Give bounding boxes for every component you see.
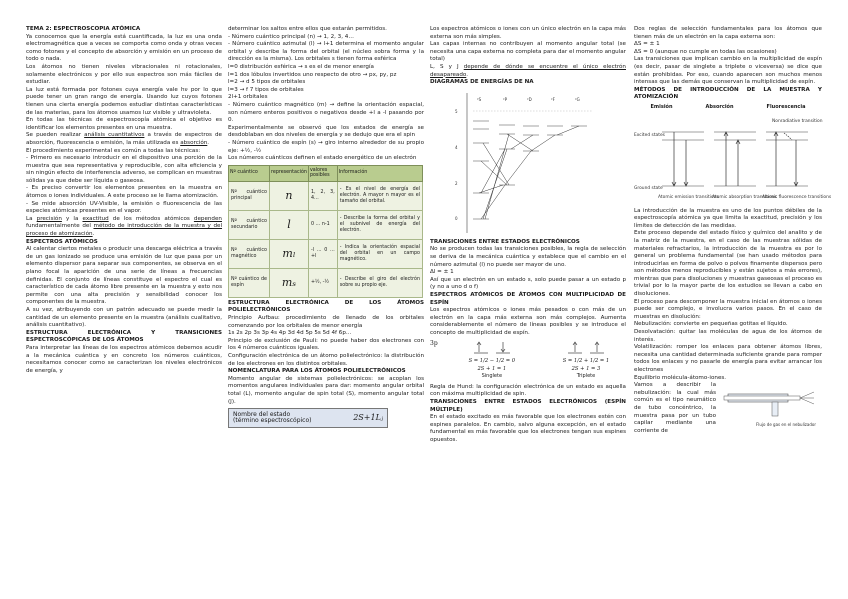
text: La [26, 215, 37, 222]
svg-text:0: 0 [455, 215, 458, 221]
svg-text:4: 4 [455, 144, 458, 150]
paragraph: - Se mide absorción UV-Visible, la emisión o fluorescencia de las especies atómicas presentes en el vapor. [26, 200, 222, 215]
nebulizer-diagram [722, 382, 818, 430]
paragraph: Los átomos no tienen niveles vibracionales ni rotacionales, solamente electrónicos y por ello sus espectros son más fáciles de estudiar. [26, 63, 222, 86]
term-label [233, 412, 312, 425]
paragraph: determinar los saltos entre ellos que estarán permitidos. [228, 26, 387, 32]
table-cell: - Describe el giro del electrón sobre su propio eje. [337, 268, 422, 297]
svg-text:²F: ²F [551, 96, 555, 102]
paragraph: Para interpretar las líneas de los espectros atómicos debemos acudir a la mecánica cuántica y en concreto los números cuánticos, necesitamos conocer como se caracterizan los niveles electrónicos de energía, y [26, 344, 222, 374]
selection-rule: ΔS = ± 1 [634, 41, 660, 48]
paragraph: En el estado excitado es más favorable que los electrones estén con espines paralelos. En cambio, salvo alguna excepción, en el estado fundamental es más favorable que los electrones tengan sus espines opuestos. [430, 414, 626, 443]
column-3 [430, 26, 626, 445]
paragraph: 2l+1 orbitales [228, 94, 268, 101]
equation: S = 1/2 + 1/2 = 1 [562, 358, 610, 365]
table-cell: l [270, 210, 309, 239]
sodium-energy-diagram [453, 89, 603, 237]
underlined-text: análisis cuantitativos [84, 132, 145, 139]
svg-text:²G: ²G [575, 96, 580, 102]
paragraph: Los espectros atómicos o iones más pesados o con más de un electrón en la capa más externa son más complejos. Aumenta considerablemente el número de líneas posibles y se introduce el concepto de multiplicidad de espín. [430, 307, 626, 336]
heading-transiciones-espin: TRANSICIONES ENTRE ESTADOS ELECTRÓNICOS (ESPÍN MÚLTIPLE) [430, 399, 626, 413]
table-header-cell: valores posibles [308, 165, 337, 181]
triplete-arrows-icon [566, 340, 606, 354]
paragraph: - Es preciso convertir los elementos presentes en la muestra en átomos o iones individuales. A este proceso se le llama atomización. [26, 185, 222, 200]
table-row [229, 239, 423, 268]
heading-espectroscopia: TEMA 2: ESPECTROSCOPIA ATÓMICA [26, 26, 141, 32]
label-nonradiative: Nonradiative transition [772, 118, 823, 124]
text: y la [61, 215, 83, 222]
table-header-cell: representación [270, 165, 309, 181]
paragraph: - Número cuántico magnético (m) → define la orientación espacial, son número enteros positivos o negativos desde +l a -l pasando por 0. [228, 101, 424, 124]
spin-multiplicity-figure [430, 340, 626, 380]
triplete-label: Triplete [576, 373, 596, 380]
singlete-block [452, 340, 532, 380]
paragraph: Nebulización: convierte en pequeñas gotitas el líquido. [634, 321, 788, 328]
paragraph: Las capas internas no contribuyen al momento angular total (se necesita una capa externa no completa para dar el momento angular total) [430, 41, 626, 63]
label-flujo-gas: Flujo de gas en el nebulizador [756, 422, 816, 428]
table-cell: 0 … n-1 [308, 210, 337, 239]
text: L, S y J [430, 63, 464, 70]
underlined-text: método de introducción de la muestra y del proceso de atomización [26, 223, 223, 238]
table-cell: - Indica la orientación espacial del orbital en un campo magnético. [337, 239, 422, 268]
underlined-text: absorción [180, 139, 208, 146]
table-cell: 1, 2, 3, 4… [308, 181, 337, 210]
text: . [92, 231, 95, 238]
paragraph: A su vez, atribuyendo con un patrón adecuado se puede medir la cantidad de un elemento presente en la muestra (análisis cualitativo, análisis cuantitativo). [26, 306, 222, 329]
paragraph: El procedimiento experimental es común a todas las técnicas: [26, 147, 201, 154]
caption-emision: Atomic emission transitions [658, 194, 719, 200]
text: a través de espectros de absorción, fluorescencia o emisión, la más utilizada es [26, 132, 222, 146]
text: Se pueden realizar [26, 132, 85, 139]
paragraph: Principio Aufbau: procedimiento de llenado de los orbitales comenzando por los orbitales de menor energía [228, 315, 424, 329]
heading-nomenclatura: NOMENCLATURA PARA LOS ÁTOMOS POLIELECTRÓNICOS [228, 368, 406, 375]
caption-fluorescencia: Atomic fluorescence transitions [762, 194, 832, 200]
label-absorcion: Absorción [705, 103, 734, 110]
label-fluorescencia: Fluorescencia [766, 103, 806, 110]
paragraph: El proceso para descomponer la muestra inicial en átomos o iones puede ser complejo, e involucra varios pasos. En el caso de muestras en disolución: [634, 298, 822, 320]
singlete-label: Singlete [481, 373, 503, 380]
table-cell: Nº cuántico principal [229, 181, 270, 210]
paragraph: Vamos a describir la nebulización: la cual más común es el tipo neumático de tubo concéntrico, la muestra pasa por un tubo capilar mediante una corriente de [634, 382, 716, 434]
paragraph: Momento angular de sistemas polielectrónicos: se acoplan los momentos angulares individuales para dar: momento angular orbital total (L), momento angular de spin total (S), momento angular total (J). [228, 375, 424, 405]
paragraph: Este proceso depende del estado físico y químico del analito y de la matriz de la muestra, en el caso de las muestras sólidas de materiales refractarios, la introducción de la muestra es por lo general un problema fundamental (se han usado métodos para introducirlas en forma de polvo o polvos finamente dispersos pero son métodos menos reproducibles y están sujetos a más errores), mientras que para disoluciones y muestras gaseosas el proceso es trivial por lo la mayor parte de los estudios se llevan a cabo en disoluciones. [634, 230, 822, 298]
paragraph [430, 64, 626, 79]
nebulizer-section [634, 382, 822, 435]
paragraph: Al calentar ciertos metales o producir una descarga eléctrica a través de un gas ionizado se produce una emisión de luz que pasa por un elemento dispersor para separar sus componentes, se observa en el plano focal la aparición de una serie de líneas a frecuencias definidas. El conjunto de líneas constituye el espectro el cual es característico de cada átomo libre presente en la muestra y esto nos permite con una alta precisión y sensibilidad conocer los componentes de la muestra. [26, 246, 222, 306]
term-symbol-box [228, 408, 388, 428]
equation: 2S + 1 = 3 [571, 365, 601, 372]
singlete-arrows-icon [472, 340, 512, 354]
equation: S = 1/2 − 1/2 = 0 [468, 358, 516, 365]
paragraph: No se producen todas las transiciones posibles, la regla de selección se deriva de la mecánica cuántica y establece que el cambio en el número azimutal (l) no puede ser mayor de uno. [430, 246, 626, 268]
heading-metodos: MÉTODOS DE INTRODUCCIÓN DE LA MUESTRA Y ATOMIZACIÓN [634, 86, 822, 101]
heading-diagramas: DIAGRAMAS DE ENERGÍAS DE NA [430, 79, 534, 86]
paragraph [26, 132, 222, 147]
selection-rule: ΔS = 0 (aunque no cumple en todas las ocasiones) [634, 48, 777, 55]
paragraph: l=1 dos lóbulos invertidos uno respecto de otro → px, py, pz [228, 71, 397, 78]
svg-text:²S: ²S [477, 96, 482, 102]
table-cell: - Describe la forma del orbital y el subnivel de energía del electrón. [337, 210, 422, 239]
heading-estructura-poli: ESTRUCTURA ELECTRÓNICA DE LOS ÁTOMOS POLIELECTRÓNICOS [228, 299, 424, 314]
text: de los métodos atómicos [108, 215, 194, 222]
table-header-cell: Información [337, 165, 422, 181]
table-cell: -l … 0 … +l [308, 239, 337, 268]
svg-text:²D: ²D [527, 96, 532, 102]
paragraph: 1s 2s 2p 3s 3p 4s 4p 3d 4d 5p 5s 5d 4f 6p… [228, 330, 352, 337]
column-2 [228, 26, 424, 428]
underlined-text: exactitud [82, 215, 109, 222]
paragraph: Los espectros atómicos o iones con un único electrón en la capa más externa son más simples. [430, 26, 626, 40]
term-label-line: Nombre del estado [233, 410, 291, 418]
table-cell: mₗ [270, 239, 309, 268]
paragraph: Las transiciones que implican cambio en la multiplicidad de espín (es decir, pasar de singlete a triplete o viceversa) se dice que están prohibidas. Por eso, cuando aparecen son muchos menos intensas que las demás que conservan la multiplicidad de espín. [634, 56, 822, 86]
svg-text:5: 5 [455, 108, 458, 114]
paragraph: En todas las técnicas de espectroscopía atómica el objetivo es identificar los elementos presentes en una muestra. [26, 117, 222, 131]
text: . [207, 139, 210, 146]
paragraph: La luz está formada por fotones cuya energía vale hν por lo que puede tener un gran rango de energía. Usando luz cuyos fotones tienen una cierta energía podemos estudiar distintas características de las materias, para los átomos usamos luz visible y ultravioleta. [26, 86, 222, 116]
paragraph: La introducción de la muestra es uno de los puntos débiles de la espectroscopía atómica ya que limita la exactitud, precisión y los límites de detección de las medidas. [634, 207, 822, 229]
heading-transiciones: TRANSICIONES ENTRE ESTADOS ELECTRÓNICOS [430, 238, 580, 245]
paragraph: l=3 → f 7 tipos de orbitales [228, 86, 304, 93]
quantum-numbers-table [228, 165, 423, 298]
paragraph: - Número cuántico de espín (s) → giro interno alrededor de su propio eje: +½, -½ [228, 139, 424, 154]
selection-rule: Δl = ± 1 [430, 269, 454, 276]
heading-multiplicidad: ESPECTROS ATÓMICOS DE ÁTOMOS CON MULTIPLICIDAD DE ESPÍN [430, 291, 626, 306]
term-label-line: (término espectroscópico) [233, 417, 312, 425]
atomic-transitions-diagram [634, 114, 832, 206]
paragraph: - Primero es necesario introducir en el dispositivo una porción de la muestra que sea representativa y reproducible, con alta eficiencia y sin ningún efecto de interferencia adverso, se complican en muestras sólidas ya que debe ser líquida o gaseosa. [26, 155, 222, 184]
triplete-block [546, 340, 626, 380]
caption-absorcion: Atomic absorption transitions [712, 194, 777, 200]
text: fundamentalmente del [26, 223, 94, 230]
paragraph: Así que un electrón en un estado s, solo puede pasar a un estado p (y no a uno d o f) [430, 276, 626, 291]
column-4 [634, 26, 832, 435]
paragraph: Volatilización: romper los enlaces para obtener átomos libres, necesita una cantidad determinada suficiente grande para romper todos los enlaces y no pasarle de energía para evitar arrancar los electrones [634, 344, 822, 373]
paragraph: Equilibrio molécula-átomo-iones. [634, 374, 727, 381]
underlined-text: depende de dónde se encuentre el único electrón desapareado [430, 63, 626, 78]
paragraph: Regla de Hund: la configuración electrónica de un estado es aquella con máxima multiplicidad de spin. [430, 383, 626, 398]
term-symbol: 2S+1Lⱼ [353, 412, 383, 422]
paragraph: Ya conocemos que la energía está cuantificada, la luz es una onda electromagnética que a veces se comporta como onda y otras veces como fotones y el concepto de absorción y emisión en un proceso de todo o nada. [26, 33, 222, 63]
table-cell: n [270, 181, 309, 210]
label-emision: Emisión [650, 103, 673, 110]
equation: 2S + 1 = 1 [477, 365, 507, 372]
table-cell: Nº cuántico secundario [229, 210, 270, 239]
table-header-row [229, 165, 423, 181]
text: . [466, 71, 469, 78]
paragraph: - Número cuántico azimutal (l) → l+1 determina el momento angular orbital y describe la forma del orbital (el núcleo sobra forma y la dirección es la misma). Los orbitales s tienen forma esférica [228, 41, 424, 63]
paragraph: l=2 → d 5 tipos de orbitales [228, 79, 306, 86]
paragraph [26, 216, 222, 239]
table-header-cell: Nº cuántico [229, 165, 270, 181]
column-1 [26, 26, 222, 375]
orbital-label: 3p [430, 340, 438, 348]
paragraph: Experimentalmente se observó que los estados de energía se desdoblaban en dos niveles de energía y se dedujo que era el spin [228, 124, 424, 139]
svg-text:2: 2 [455, 180, 458, 186]
table-cell: +½, -½ [308, 268, 337, 297]
paragraph: l=0 distribución esférica → s es el de menor energía [228, 63, 374, 70]
paragraph: Desolvatación: quitar las moléculas de agua de los átomos de interés. [634, 329, 822, 343]
label-excited-states: Excited states [634, 132, 665, 138]
underlined-text: precisión [36, 215, 62, 222]
table-cell: Nº cuántico magnético [229, 239, 270, 268]
table-cell: - Es el nivel de energía del electrón. A mayor n mayor es el tamaño del orbital. [337, 181, 422, 210]
paragraph: - Número cuántico principal (n) → 1, 2, 3, 4… [228, 33, 354, 40]
table-row [229, 210, 423, 239]
heading-estructura: ESTRUCTURA ELECTRÓNICA Y TRANSICIONES ESPECTROSCÓPICAS DE LOS ÁTOMOS [26, 329, 222, 344]
table-row [229, 268, 423, 297]
transition-type-labels [634, 104, 822, 112]
label-ground-state: Ground state [634, 185, 663, 191]
paragraph: Principio de exclusión de Pauli: no puede haber dos electrones con los 4 números cuánticos iguales. [228, 337, 424, 352]
table-cell: Nº cuántico de espín [229, 268, 270, 297]
table-row [229, 181, 423, 210]
paragraph: Dos reglas de selección fundamentales para los átomos que tienen más de un electrón en la capa externa son: [634, 26, 822, 40]
heading-espectros: ESPECTROS ATÓMICOS [26, 238, 98, 245]
svg-text:²P: ²P [503, 96, 508, 102]
paragraph: Configuración electrónica de un átomo polielectrónico: la distribución de los electrones en los distintos orbitales. [228, 353, 424, 367]
paragraph: Los números cuánticos definen el estado energético de un electrón [228, 155, 417, 162]
table-cell: mₛ [270, 268, 309, 297]
underlined-text: dependen [193, 215, 222, 222]
